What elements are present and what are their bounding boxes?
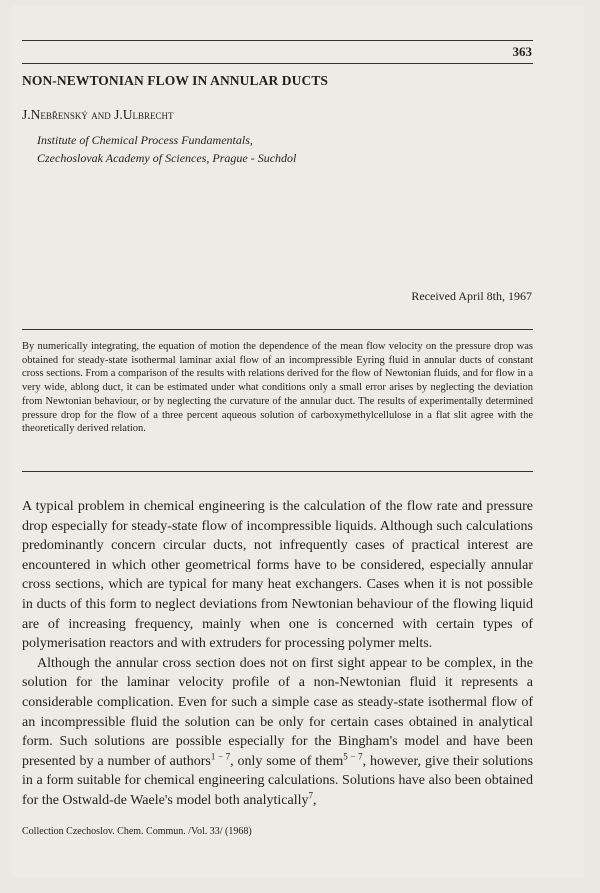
- page-number: 363: [512, 44, 532, 59]
- affiliation-line-2: Czechoslovak Academy of Sciences, Prague - Suchdol: [37, 151, 297, 165]
- journal-footer: Collection Czechoslov. Chem. Commun. /Vol. 33/ (1968): [22, 826, 252, 837]
- abstract-rule-bottom: [22, 471, 533, 472]
- body-paragraph-1: A typical problem in chemical engineering is the calculation of the flow rate and pressure drop especially for steady-state flow of incompressible liquids. Although such calculations predominantly concern circular ducts, not infrequently cases of practical interest are encountered in which other geometrical forms have to be considered, especially annular cross sections, which are typical for many heat exchangers. Cases when it is not possible in ducts of this form to neglect deviations from Newtonian behaviour of the flowing liquid are of increasing frequency, mainly when one is concerned with certain types of polymerisation reactors and with extruders for processing polymer melts.: [22, 499, 533, 652]
- paragraph-2-part-a: Although the annular cross section does not on first sight appear to be complex, in the solution for the laminar velocity profile of a non-Newtonian fluid it represents a considerable complication. Even for such a simple case as steady-state isothermal flow of an incompressible fluid the solution can be only for certain cases obtained in analytical form. Such solutions are possible especially for the Bingham's model and have been presented by a number of authors: [22, 655, 533, 769]
- paragraph-2-part-c: , however, give their solutions in a form suitable for chemical engineering calculations. Solutions have also been obtained for the Ostwald-de Waele's model both analytically: [22, 753, 534, 808]
- affiliation-line-1: Institute of Chemical Process Fundamentals,: [37, 133, 253, 147]
- body-paragraph-2: [22, 654, 533, 811]
- reference-superscript: 5 − 7: [343, 751, 363, 762]
- reference-superscript: 7: [308, 790, 313, 801]
- abstract-rule-top: [22, 329, 533, 330]
- author-affiliation: [37, 131, 296, 167]
- abstract: By numerically integrating, the equation of motion the dependence of the mean flow velocity on the pressure drop was obtained for steady-state isothermal laminar axial flow of an incompressible Eyring fluid in annular ducts of constant cross sections. From a comparison of the results with relations derived for the flow of Newtonian fluids, and for flow in a very wide, ablong duct, it can be estimated under what conditions only a small error arises by neglecting the deviation from Newtonian behaviour, or by neglecting the curvature of the annular duct. The results of experimentally determined pressure drop for the flow of a three percent aqueous solution of carboxymethylcellulose in a flat slit agree with the theoretically derived relation.: [22, 341, 533, 435]
- paragraph-2-part-d: ,: [313, 792, 317, 808]
- reference-superscript: 1 − 7: [210, 751, 231, 762]
- body-text: [22, 497, 533, 811]
- journal-page: [12, 6, 584, 878]
- received-date: Received April 8th, 1967: [411, 289, 532, 303]
- paragraph-2-part-b: , only some of them: [230, 753, 344, 769]
- article-authors: J.Nebřenský and J.Ulbrecht: [22, 107, 174, 122]
- header-rule: [22, 63, 533, 64]
- top-rule: [22, 40, 533, 41]
- article-title: NON-NEWTONIAN FLOW IN ANNULAR DUCTS: [22, 73, 329, 88]
